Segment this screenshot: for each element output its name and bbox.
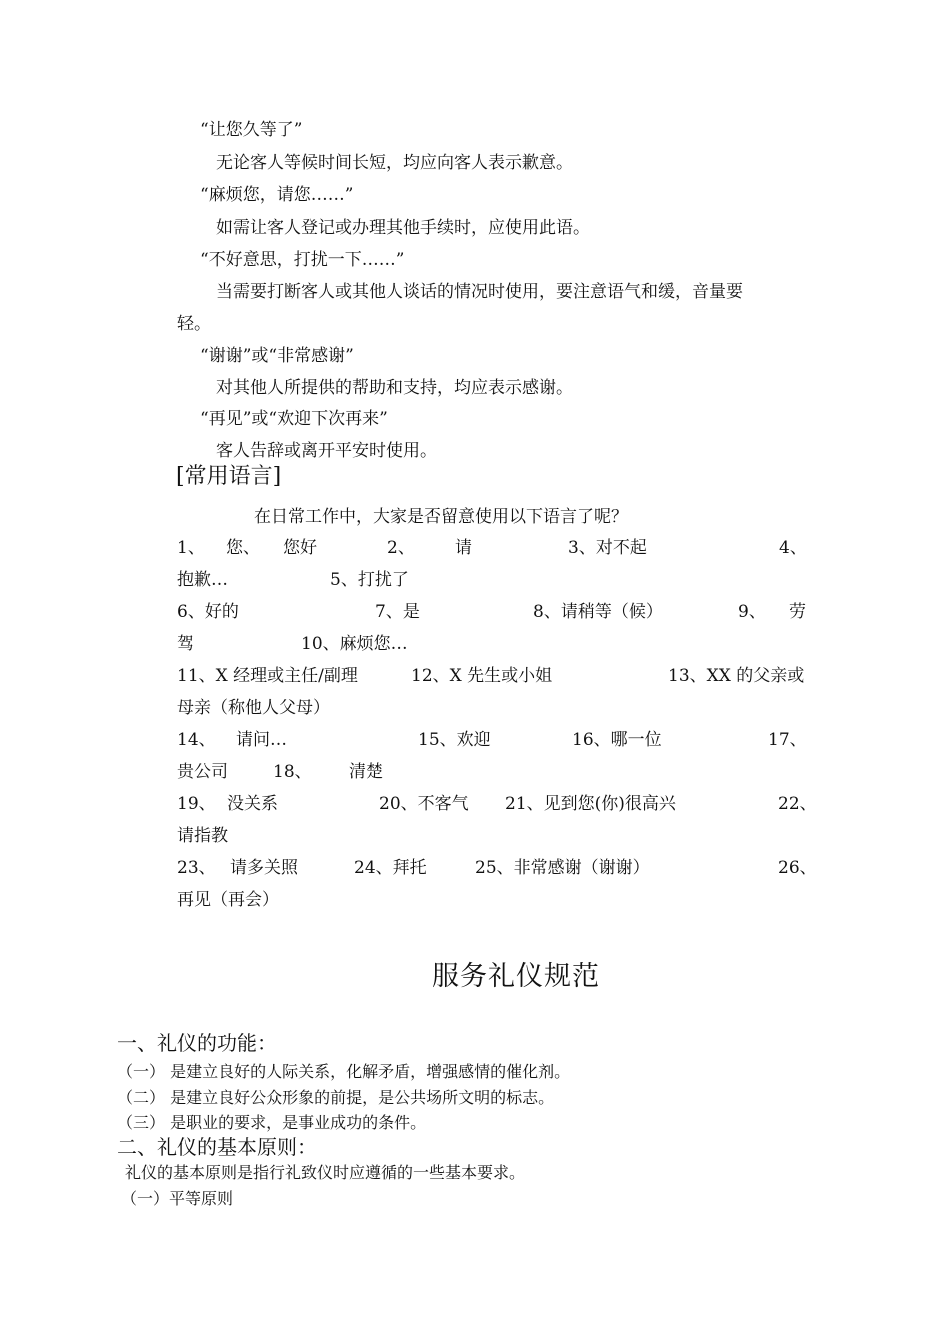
list-item: 贵公司	[177, 762, 228, 782]
section-heading-functions: 一、礼仪的功能：	[117, 1031, 277, 1055]
principle-intro: 礼仪的基本原则是指行礼致仪时应遵循的一些基本要求。	[125, 1163, 526, 1182]
phrase-1-desc: 无论客人等候时间长短，均应向客人表示歉意。	[216, 153, 573, 173]
phrase-2: “麻烦您，请您……”	[200, 185, 354, 205]
list-item: 劳	[789, 602, 806, 622]
list-item: 请	[455, 538, 472, 558]
list-item: 24、拜托	[354, 858, 427, 878]
list-item: 9、	[738, 602, 766, 622]
list-item: 10、麻烦您…	[301, 634, 408, 654]
principle-equality: （一）平等原则	[121, 1189, 234, 1208]
list-item: 25、非常感谢（谢谢）	[475, 858, 650, 878]
list-item: 13、XX 的父亲或	[668, 666, 805, 686]
list-item: 18、	[273, 762, 312, 782]
phrase-3-desc: 当需要打断客人或其他人谈话的情况时使用，要注意语气和缓，音量要	[216, 282, 743, 302]
common-language-title: [常用语言]	[176, 464, 282, 489]
list-item: 没关系	[227, 794, 278, 814]
function-item-2: （二） 是建立良好公众形象的前提，是公共场所文明的标志。	[117, 1088, 555, 1107]
list-item: 26、	[778, 858, 817, 878]
function-item-3: （三） 是职业的要求，是事业成功的条件。	[117, 1113, 427, 1132]
list-item: 抱歉…	[177, 570, 228, 590]
list-item: 15、欢迎	[418, 730, 491, 750]
phrase-5-desc: 客人告辞或离开平安时使用。	[216, 441, 437, 461]
list-item: 7、是	[375, 602, 420, 622]
phrase-3-desc-cont: 轻。	[177, 314, 211, 334]
list-item: 请多关照	[230, 858, 298, 878]
list-item: 3、对不起	[568, 538, 647, 558]
list-item: 19、	[177, 794, 216, 814]
list-item: 母亲（称他人父母）	[177, 698, 330, 718]
function-item-1: （一） 是建立良好的人际关系，化解矛盾，增强感情的催化剂。	[117, 1062, 571, 1081]
phrase-5: “再见”或“欢迎下次再来”	[200, 409, 388, 429]
list-item: 1、	[177, 538, 205, 558]
list-item: 您好	[283, 538, 317, 558]
list-item: 20、不客气	[379, 794, 469, 814]
list-item: 12、X 先生或小姐	[411, 666, 553, 686]
list-item: 17、	[768, 730, 807, 750]
phrase-2-desc: 如需让客人登记或办理其他手续时，应使用此语。	[216, 218, 590, 238]
page-title: 服务礼仪规范	[432, 961, 600, 992]
list-item: 8、请稍等（候）	[533, 602, 663, 622]
list-item: 请指教	[177, 826, 228, 846]
phrase-1: “让您久等了”	[200, 120, 303, 140]
list-item: 请问…	[236, 730, 287, 750]
list-item: 您、	[226, 538, 260, 558]
list-item: 驾	[177, 634, 194, 654]
common-language-intro: 在日常工作中，大家是否留意使用以下语言了呢？	[254, 507, 628, 527]
list-item: 23、	[177, 858, 216, 878]
list-item: 16、哪一位	[572, 730, 662, 750]
list-item: 11、X 经理或主任/副理	[177, 666, 358, 686]
list-item: 2、	[387, 538, 415, 558]
list-item: 5、打扰了	[330, 570, 409, 590]
list-item: 清楚	[349, 762, 383, 782]
list-item: 再见（再会）	[177, 890, 279, 910]
list-item: 21、见到您(你)很高兴	[505, 794, 676, 814]
list-item: 6、好的	[177, 602, 239, 622]
list-item: 14、	[177, 730, 216, 750]
list-item: 4、	[779, 538, 807, 558]
phrase-4: “谢谢”或“非常感谢”	[200, 346, 354, 366]
section-heading-principles: 二、礼仪的基本原则：	[117, 1135, 317, 1159]
phrase-3: “不好意思，打扰一下……”	[200, 250, 405, 270]
phrase-4-desc: 对其他人所提供的帮助和支持，均应表示感谢。	[216, 378, 573, 398]
list-item: 22、	[778, 794, 817, 814]
